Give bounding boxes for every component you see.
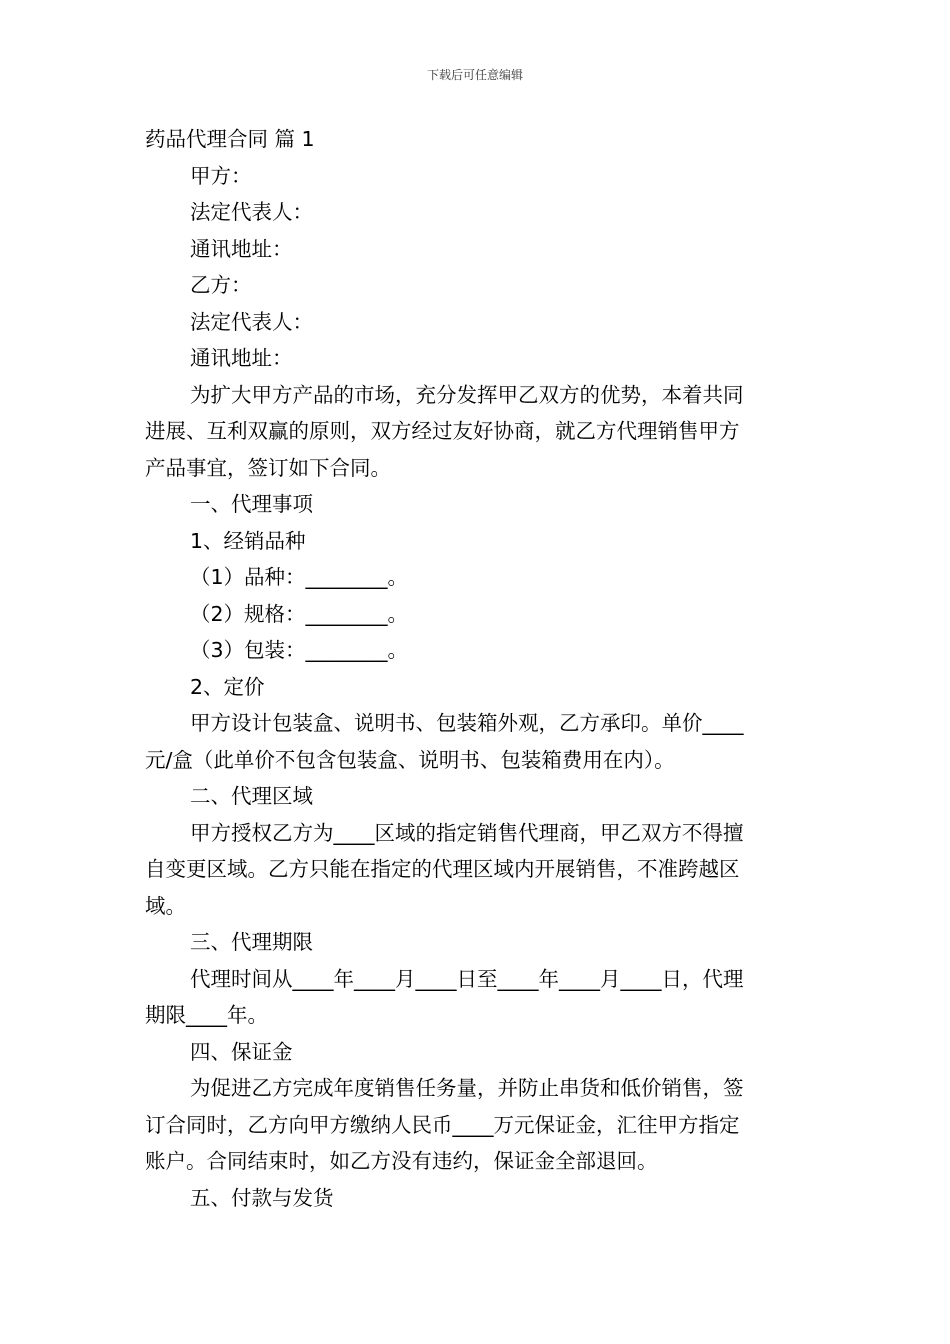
intro-line-2: 进展、互利双赢的原则，双方经过友好协商，就乙方代理销售甲方: [145, 419, 740, 443]
item-packaging: （3）包装：________。: [190, 638, 409, 662]
section-heading-1: 一、代理事项: [190, 492, 313, 516]
section-heading-3: 三、代理期限: [190, 930, 313, 954]
subsection-heading-1-2: 2、定价: [190, 674, 265, 699]
party-a-address: 通讯地址：: [190, 236, 293, 261]
deposit-line-2: 订合同时，乙方向甲方缴纳人民币____万元保证金，汇往甲方指定: [145, 1112, 740, 1137]
section-heading-2: 二、代理区域: [190, 784, 313, 808]
party-b-representative: 法定代表人：: [190, 309, 313, 334]
price-line-1: 甲方设计包装盒、说明书、包装箱外观，乙方承印。单价____: [190, 711, 744, 735]
item-variety: （1）品种：________。: [190, 565, 409, 589]
party-b-label: 乙方：: [190, 273, 252, 297]
price-line-2: 元/盒（此单价不包含包装盒、说明书、包装箱费用在内）。: [145, 747, 675, 772]
party-a-representative: 法定代表人：: [190, 200, 313, 224]
party-b-address: 通讯地址：: [190, 346, 293, 370]
document-title: 药品代理合同 篇 1: [145, 127, 315, 151]
intro-line-1: 为扩大甲方产品的市场，充分发挥甲乙双方的优势，本着共同: [190, 382, 744, 407]
section-heading-4: 四、保证金: [190, 1039, 293, 1064]
term-line-2: 期限____年。: [145, 1003, 268, 1027]
area-line-3: 域。: [145, 893, 186, 918]
page-header: 下载后可任意编辑: [426, 68, 523, 82]
section-heading-5: 五、付款与发货: [190, 1185, 334, 1210]
intro-line-3: 产品事宜，签订如下合同。: [145, 455, 391, 480]
area-line-2: 自变更区域。乙方只能在指定的代理区域内开展销售，不准跨越区: [145, 857, 740, 881]
document-body: [145, 121, 807, 1216]
term-line-1: 代理时间从____年____月____日至____年____月____日，代理: [190, 966, 744, 991]
party-a-label: 甲方：: [190, 163, 252, 188]
area-line-1: 甲方授权乙方为____区域的指定销售代理商，甲乙双方不得擅: [190, 820, 744, 845]
subsection-heading-1-1: 1、经销品种: [190, 528, 306, 553]
deposit-line-1: 为促进乙方完成年度销售任务量，并防止串货和低价销售，签: [190, 1076, 744, 1100]
item-specification: （2）规格：________。: [190, 601, 409, 626]
deposit-line-3: 账户。合同结束时，如乙方没有违约，保证金全部退回。: [145, 1149, 658, 1173]
